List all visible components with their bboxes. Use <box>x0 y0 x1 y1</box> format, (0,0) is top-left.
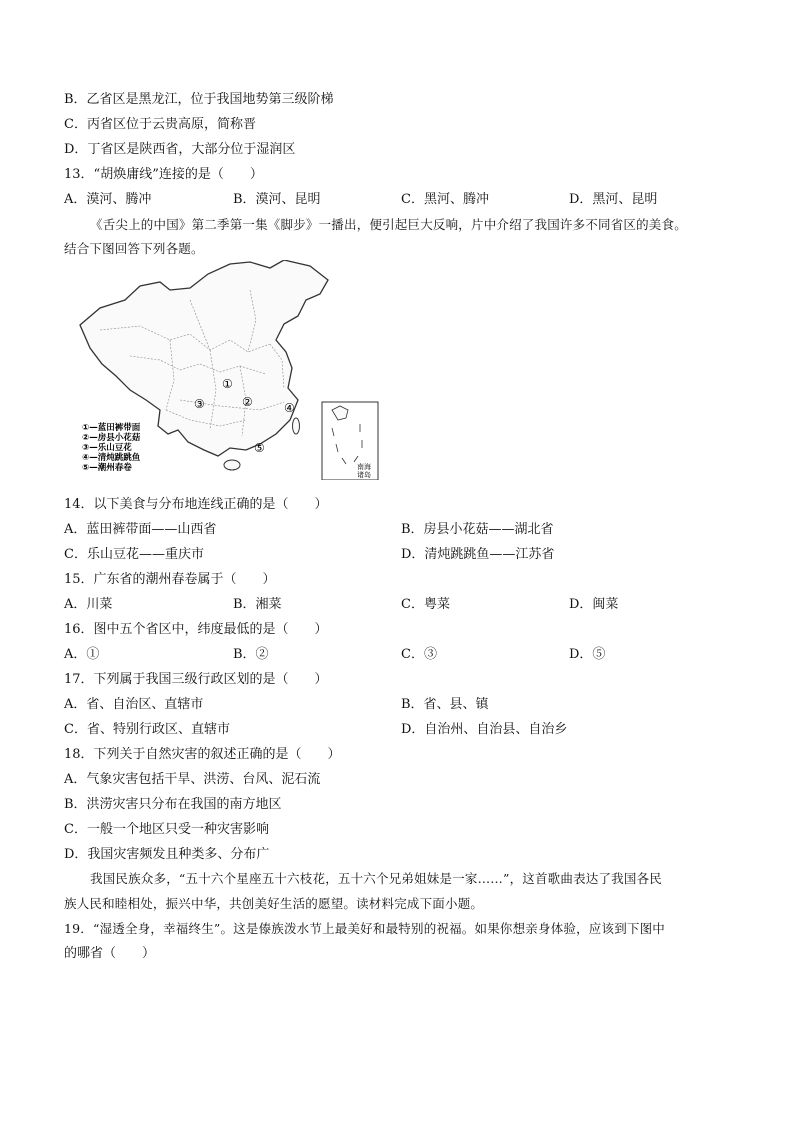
q14-option-b: B．房县小花菇——湖北省 <box>401 522 554 537</box>
inset-label-2: 诸岛 <box>357 471 371 479</box>
q18-stem: 18．下列关于自然灾害的叙述正确的是（ ） <box>64 747 341 762</box>
q14-option-d: D．清炖跳跳鱼——江苏省 <box>401 547 555 562</box>
q17-option-d: D．自治州、自治县、自治乡 <box>401 722 568 737</box>
q12-option-c: C．丙省区位于云贵高原，简称晋 <box>64 117 256 132</box>
q15-option-a: A．川菜 <box>64 597 113 612</box>
q15-stem: 15．广东省的潮州春卷属于（ ） <box>64 572 276 587</box>
q13-option-a: A．漠河、腾冲 <box>64 192 152 207</box>
q19-line2: 的哪省（ ） <box>64 946 156 961</box>
legend-item-1: ①—蓝田裤带面 <box>82 423 141 433</box>
q18-option-c: C．一般一个地区只受一种灾害影响 <box>64 822 269 837</box>
q18-option-d: D．我国灾害频发且种类多、分布广 <box>64 847 270 862</box>
q13-option-b: B．漠河、昆明 <box>233 192 321 207</box>
q12-option-d: D．丁省区是陕西省，大部分位于湿润区 <box>64 142 296 157</box>
marker-3: ③ <box>194 397 205 411</box>
q15-option-b: B．湘菜 <box>233 597 282 612</box>
legend-item-5: ⑤—潮州春卷 <box>82 463 132 473</box>
inset-label-1: 南海 <box>357 463 371 471</box>
q16-stem: 16．图中五个省区中，纬度最低的是（ ） <box>64 622 328 637</box>
q13-option-c: C．黑河、腾冲 <box>401 192 489 207</box>
q16-option-b: B．② <box>233 647 269 662</box>
marker-5: ⑤ <box>254 441 265 455</box>
q18-option-a: A．气象灾害包括干旱、洪涝、台风、泥石流 <box>64 772 321 787</box>
q14-option-a: A．蓝田裤带面——山西省 <box>64 522 217 537</box>
q15-option-d: D．闽菜 <box>569 597 619 612</box>
q17-option-b: B．省、县、镇 <box>401 697 489 712</box>
q12-option-b: B．乙省区是黑龙江，位于我国地势第三级阶梯 <box>64 92 334 107</box>
legend-item-4: ④—清炖跳跳鱼 <box>82 453 141 463</box>
q15-option-c: C．粤菜 <box>401 597 450 612</box>
q16-option-c: C．③ <box>401 647 437 662</box>
marker-2: ② <box>242 395 253 409</box>
south-china-sea-inset <box>322 402 378 480</box>
q19-line1: 19．“湿透全身，幸福终生”。这是傣族泼水节上最美好和最特别的祝福。如果你想亲身体验，应该到下图中 <box>64 921 665 936</box>
q14-stem: 14．以下美食与分布地连线正确的是（ ） <box>64 497 328 512</box>
legend-item-3: ③—乐山豆花 <box>82 443 132 453</box>
q17-option-a: A．省、自治区、直辖市 <box>64 697 204 712</box>
passage2-line1: 我国民族众多，“五十六个星座五十六枝花，五十六个兄弟姐妹是一家……”，这首歌曲表达了我国各民 <box>90 871 662 886</box>
q13-option-d: D．黑河、昆明 <box>569 192 658 207</box>
passage1-line1: 《舌尖上的中国》第二季第一集《脚步》一播出，便引起巨大反响，片中介绍了我国许多不同省区的美食。 <box>90 217 687 232</box>
q13-stem: 13．“胡焕庸线”连接的是（ ） <box>64 167 263 182</box>
q16-option-a: A．① <box>64 647 100 662</box>
q14-option-c: C．乐山豆花——重庆市 <box>64 547 204 562</box>
passage2-line2: 族人民和睦相处，振兴中华，共创美好生活的愿望。读材料完成下面小题。 <box>64 896 484 911</box>
passage1-line2: 结合下图回答下列各题。 <box>64 241 204 256</box>
q18-option-b: B．洪涝灾害只分布在我国的南方地区 <box>64 797 282 812</box>
legend-item-2: ②—房县小花菇 <box>82 433 141 443</box>
q16-option-d: D．⑤ <box>569 647 606 662</box>
marker-4: ④ <box>284 401 295 415</box>
china-food-map <box>70 260 380 480</box>
marker-1: ① <box>222 377 233 391</box>
q17-stem: 17．下列属于我国三级行政区划的是（ ） <box>64 672 328 687</box>
q17-option-c: C．省、特别行政区、直辖市 <box>64 722 230 737</box>
